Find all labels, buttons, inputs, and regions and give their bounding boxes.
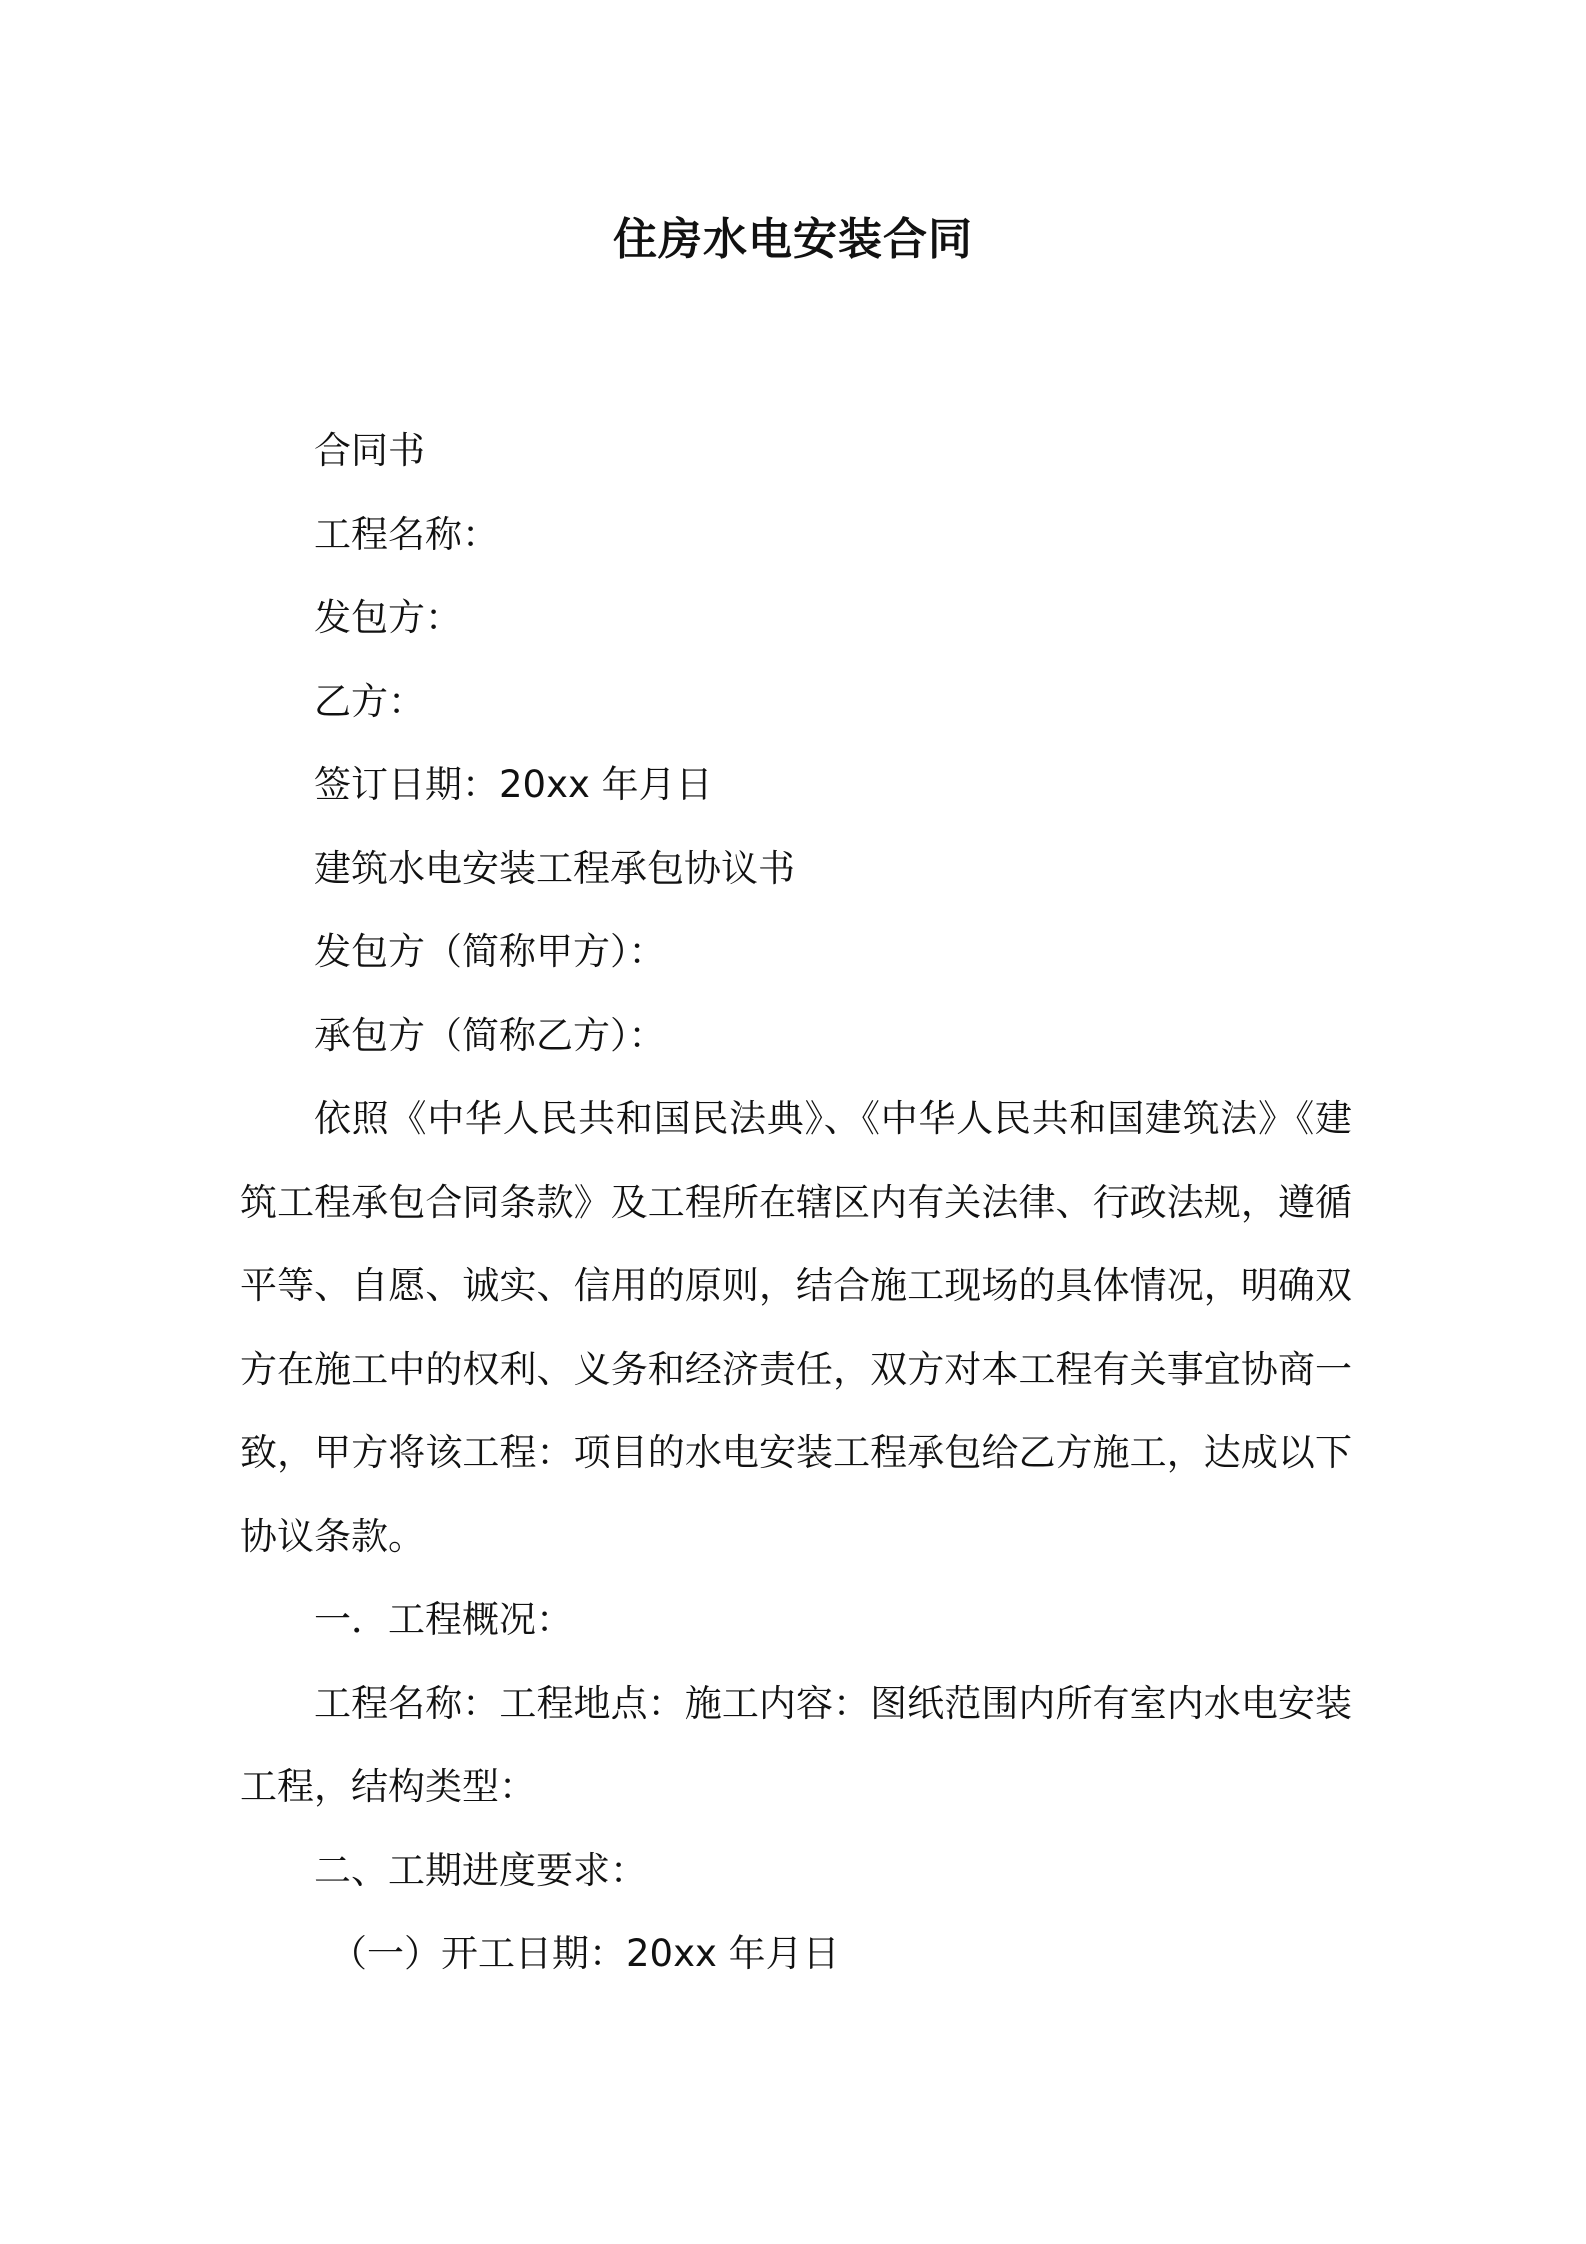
line-project-name: 工程名称： — [314, 512, 499, 556]
line-employer: 发包方： — [314, 596, 462, 639]
line-employer-party-a: 发包方（简称甲方）： — [314, 930, 666, 973]
line-contract-book: 合同书 — [314, 429, 425, 472]
line-signing-date: 签订日期：20xx 年月日 — [314, 763, 713, 806]
section-2-heading: 二、工期进度要求： — [314, 1848, 647, 1892]
line-party-b: 乙方： — [314, 679, 425, 723]
document-title: 住房水电安装合同 — [613, 214, 973, 265]
paragraph-legal-basis: 依照《中华人民共和国民法典》、《中华人民共和国建筑法》《建筑工程承包合同条款》及工程所在辖区内有关法律、行政法规，遵循平等、自愿、诚实、信用的原则，结合施工现场的具体情况，明确双方在施工中的权利、义务和经济责任，双方对本工程有关事宜协商一致，甲方将该工程：项目的水电安装工程承包给乙方施工，达成以下协议条款。 — [240, 1097, 1352, 1558]
section-1-body: 工程名称：工程地点：施工内容：图纸范围内所有室内水电安装工程，结构类型： — [240, 1681, 1352, 1808]
section-1-heading: 一．工程概况： — [314, 1598, 573, 1641]
line-agreement-title: 建筑水电安装工程承包协议书 — [314, 846, 795, 890]
line-contractor-party-b: 承包方（简称乙方）： — [314, 1013, 666, 1057]
section-2-item-1: （一）开工日期：20xx 年月日 — [330, 1932, 840, 1975]
document-body — [240, 409, 1352, 1996]
